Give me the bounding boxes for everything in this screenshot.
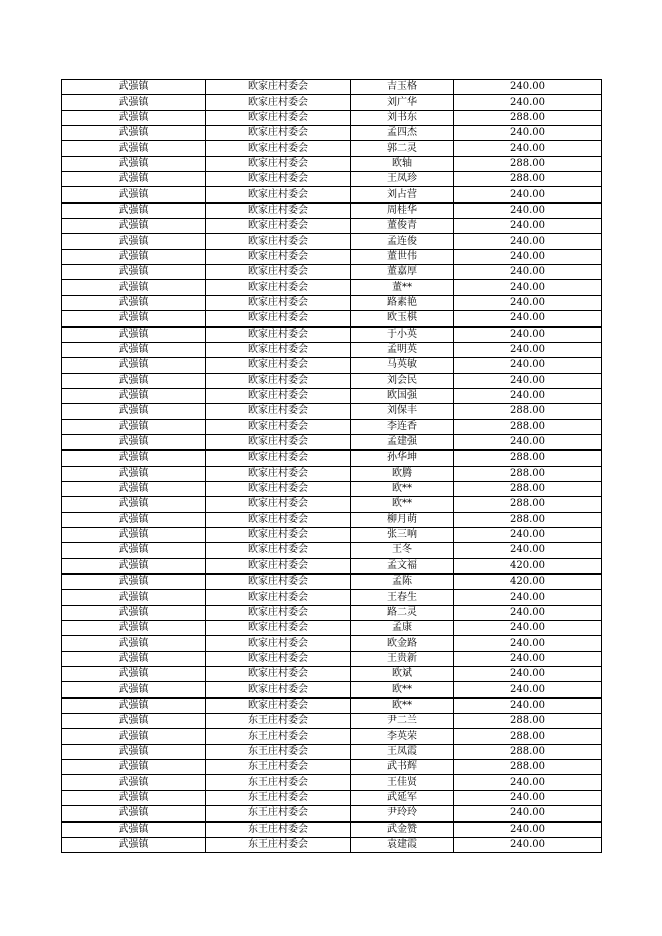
table-row [62, 590, 602, 605]
table-row [62, 187, 602, 203]
town-cell: 武强镇 [62, 156, 206, 171]
person-name-cell: 孟文福 [351, 558, 454, 574]
village-committee-cell: 欧家庄村委会 [206, 80, 351, 95]
person-name-cell: 孙华坤 [351, 450, 454, 466]
amount-cell: 288.00 [454, 760, 602, 775]
village-committee-cell: 欧家庄村委会 [206, 172, 351, 187]
village-committee-cell: 欧家庄村委会 [206, 466, 351, 481]
town-cell: 武强镇 [62, 698, 206, 714]
person-name-cell: 刘保丰 [351, 404, 454, 419]
town-cell: 武强镇 [62, 714, 206, 729]
town-cell: 武强镇 [62, 466, 206, 481]
town-cell: 武强镇 [62, 80, 206, 95]
village-committee-cell: 欧家庄村委会 [206, 187, 351, 203]
table-row [62, 775, 602, 790]
table-row [62, 358, 602, 373]
amount-cell: 288.00 [454, 512, 602, 527]
amount-cell: 240.00 [454, 265, 602, 280]
amount-cell: 240.00 [454, 605, 602, 620]
village-committee-cell: 欧家庄村委会 [206, 667, 351, 682]
person-name-cell: 尹二兰 [351, 714, 454, 729]
village-committee-cell: 欧家庄村委会 [206, 527, 351, 542]
table-row [62, 744, 602, 759]
table-row [62, 373, 602, 388]
amount-cell: 240.00 [454, 126, 602, 141]
person-name-cell: 尹玲玲 [351, 806, 454, 822]
table-row [62, 419, 602, 434]
amount-cell: 240.00 [454, 667, 602, 682]
town-cell: 武强镇 [62, 358, 206, 373]
village-committee-cell: 欧家庄村委会 [206, 342, 351, 357]
person-name-cell: 路素艳 [351, 295, 454, 310]
town-cell: 武强镇 [62, 621, 206, 636]
amount-cell: 288.00 [454, 466, 602, 481]
subsidy-table-body [62, 80, 602, 853]
village-committee-cell: 欧家庄村委会 [206, 434, 351, 450]
town-cell: 武强镇 [62, 249, 206, 264]
person-name-cell: 柳月萌 [351, 512, 454, 527]
town-cell: 武强镇 [62, 373, 206, 388]
village-committee-cell: 欧家庄村委会 [206, 249, 351, 264]
amount-cell: 240.00 [454, 280, 602, 295]
town-cell: 武强镇 [62, 497, 206, 512]
village-committee-cell: 欧家庄村委会 [206, 651, 351, 666]
village-committee-cell: 欧家庄村委会 [206, 373, 351, 388]
table-row [62, 543, 602, 558]
person-name-cell: 欧** [351, 497, 454, 512]
village-committee-cell: 欧家庄村委会 [206, 126, 351, 141]
town-cell: 武强镇 [62, 342, 206, 357]
town-cell: 武强镇 [62, 667, 206, 682]
person-name-cell: 刘占营 [351, 187, 454, 203]
amount-cell: 240.00 [454, 219, 602, 234]
amount-cell: 240.00 [454, 95, 602, 110]
person-name-cell: 路二灵 [351, 605, 454, 620]
person-name-cell: 欧玉棋 [351, 311, 454, 327]
person-name-cell: 欧轴 [351, 156, 454, 171]
person-name-cell: 武延军 [351, 790, 454, 805]
amount-cell: 288.00 [454, 450, 602, 466]
village-committee-cell: 欧家庄村委会 [206, 156, 351, 171]
person-name-cell: 王春生 [351, 590, 454, 605]
amount-cell: 240.00 [454, 636, 602, 651]
person-name-cell: 于小英 [351, 327, 454, 343]
town-cell: 武强镇 [62, 837, 206, 852]
person-name-cell: 孟康 [351, 621, 454, 636]
person-name-cell: 欧腾 [351, 466, 454, 481]
village-committee-cell: 欧家庄村委会 [206, 358, 351, 373]
person-name-cell: 刘广华 [351, 95, 454, 110]
village-committee-cell: 欧家庄村委会 [206, 621, 351, 636]
amount-cell: 240.00 [454, 373, 602, 388]
table-row [62, 636, 602, 651]
amount-cell: 240.00 [454, 358, 602, 373]
amount-cell: 240.00 [454, 295, 602, 310]
amount-cell: 240.00 [454, 682, 602, 698]
person-name-cell: 孟四杰 [351, 126, 454, 141]
town-cell: 武强镇 [62, 95, 206, 110]
village-committee-cell: 欧家庄村委会 [206, 698, 351, 714]
town-cell: 武强镇 [62, 295, 206, 310]
person-name-cell: 郭二灵 [351, 141, 454, 156]
town-cell: 武强镇 [62, 822, 206, 838]
amount-cell: 240.00 [454, 249, 602, 264]
amount-cell: 288.00 [454, 744, 602, 759]
person-name-cell: 武书辉 [351, 760, 454, 775]
table-row [62, 95, 602, 110]
village-committee-cell: 东王庄村委会 [206, 744, 351, 759]
village-committee-cell: 欧家庄村委会 [206, 404, 351, 419]
town-cell: 武强镇 [62, 543, 206, 558]
amount-cell: 288.00 [454, 714, 602, 729]
table-row [62, 682, 602, 698]
table-row [62, 126, 602, 141]
table-row [62, 790, 602, 805]
village-committee-cell: 欧家庄村委会 [206, 590, 351, 605]
table-row [62, 311, 602, 327]
town-cell: 武强镇 [62, 327, 206, 343]
town-cell: 武强镇 [62, 126, 206, 141]
village-committee-cell: 东王庄村委会 [206, 775, 351, 790]
village-committee-cell: 欧家庄村委会 [206, 512, 351, 527]
town-cell: 武强镇 [62, 605, 206, 620]
amount-cell: 240.00 [454, 590, 602, 605]
table-row [62, 837, 602, 852]
person-name-cell: 王贵新 [351, 651, 454, 666]
village-committee-cell: 东王庄村委会 [206, 714, 351, 729]
town-cell: 武强镇 [62, 760, 206, 775]
village-committee-cell: 东王庄村委会 [206, 806, 351, 822]
amount-cell: 288.00 [454, 497, 602, 512]
person-name-cell: 孟陈 [351, 574, 454, 590]
amount-cell: 240.00 [454, 790, 602, 805]
village-committee-cell: 欧家庄村委会 [206, 497, 351, 512]
town-cell: 武强镇 [62, 590, 206, 605]
village-committee-cell: 欧家庄村委会 [206, 234, 351, 249]
town-cell: 武强镇 [62, 574, 206, 590]
table-row [62, 80, 602, 95]
amount-cell: 288.00 [454, 110, 602, 125]
amount-cell: 240.00 [454, 822, 602, 838]
town-cell: 武强镇 [62, 450, 206, 466]
person-name-cell: 董嘉厚 [351, 265, 454, 280]
table-row [62, 621, 602, 636]
subsidy-table [61, 79, 602, 853]
table-row [62, 667, 602, 682]
village-committee-cell: 东王庄村委会 [206, 729, 351, 744]
town-cell: 武强镇 [62, 434, 206, 450]
village-committee-cell: 欧家庄村委会 [206, 574, 351, 590]
person-name-cell: 孟连俊 [351, 234, 454, 249]
amount-cell: 240.00 [454, 806, 602, 822]
town-cell: 武强镇 [62, 790, 206, 805]
person-name-cell: 刘书东 [351, 110, 454, 125]
table-row [62, 574, 602, 590]
table-row [62, 527, 602, 542]
amount-cell: 240.00 [454, 342, 602, 357]
person-name-cell: 董** [351, 280, 454, 295]
table-row [62, 822, 602, 838]
table-row [62, 450, 602, 466]
village-committee-cell: 欧家庄村委会 [206, 311, 351, 327]
person-name-cell: 王佳贤 [351, 775, 454, 790]
amount-cell: 288.00 [454, 729, 602, 744]
town-cell: 武强镇 [62, 419, 206, 434]
amount-cell: 240.00 [454, 141, 602, 156]
person-name-cell: 李英荣 [351, 729, 454, 744]
table-row [62, 388, 602, 403]
amount-cell: 240.00 [454, 80, 602, 95]
village-committee-cell: 欧家庄村委会 [206, 141, 351, 156]
person-name-cell: 王冬 [351, 543, 454, 558]
amount-cell: 240.00 [454, 234, 602, 249]
table-row [62, 265, 602, 280]
village-committee-cell: 欧家庄村委会 [206, 110, 351, 125]
town-cell: 武强镇 [62, 234, 206, 249]
amount-cell: 240.00 [454, 698, 602, 714]
table-row [62, 141, 602, 156]
town-cell: 武强镇 [62, 404, 206, 419]
amount-cell: 420.00 [454, 558, 602, 574]
town-cell: 武强镇 [62, 110, 206, 125]
table-row [62, 280, 602, 295]
table-row [62, 249, 602, 264]
village-committee-cell: 欧家庄村委会 [206, 327, 351, 343]
amount-cell: 240.00 [454, 651, 602, 666]
amount-cell: 288.00 [454, 156, 602, 171]
amount-cell: 240.00 [454, 434, 602, 450]
village-committee-cell: 欧家庄村委会 [206, 682, 351, 698]
person-name-cell: 吉玉格 [351, 80, 454, 95]
person-name-cell: 欧斌 [351, 667, 454, 682]
village-committee-cell: 欧家庄村委会 [206, 388, 351, 403]
table-row [62, 497, 602, 512]
amount-cell: 240.00 [454, 388, 602, 403]
town-cell: 武强镇 [62, 558, 206, 574]
village-committee-cell: 欧家庄村委会 [206, 219, 351, 234]
town-cell: 武强镇 [62, 265, 206, 280]
amount-cell: 240.00 [454, 543, 602, 558]
table-row [62, 327, 602, 343]
village-committee-cell: 欧家庄村委会 [206, 265, 351, 280]
table-row [62, 295, 602, 310]
person-name-cell: 孟明英 [351, 342, 454, 357]
village-committee-cell: 东王庄村委会 [206, 837, 351, 852]
table-row [62, 481, 602, 496]
amount-cell: 240.00 [454, 775, 602, 790]
amount-cell: 240.00 [454, 527, 602, 542]
table-row [62, 203, 602, 219]
town-cell: 武强镇 [62, 636, 206, 651]
person-name-cell: 董俊青 [351, 219, 454, 234]
amount-cell: 420.00 [454, 574, 602, 590]
table-row [62, 806, 602, 822]
table-row [62, 156, 602, 171]
person-name-cell: 李连香 [351, 419, 454, 434]
town-cell: 武强镇 [62, 527, 206, 542]
table-row [62, 558, 602, 574]
amount-cell: 240.00 [454, 311, 602, 327]
amount-cell: 288.00 [454, 172, 602, 187]
table-row [62, 698, 602, 714]
village-committee-cell: 东王庄村委会 [206, 760, 351, 775]
table-row [62, 234, 602, 249]
person-name-cell: 欧国强 [351, 388, 454, 403]
person-name-cell: 武金赞 [351, 822, 454, 838]
person-name-cell: 欧** [351, 682, 454, 698]
town-cell: 武强镇 [62, 187, 206, 203]
table-row [62, 110, 602, 125]
amount-cell: 288.00 [454, 404, 602, 419]
table-row [62, 760, 602, 775]
person-name-cell: 欧** [351, 698, 454, 714]
amount-cell: 240.00 [454, 621, 602, 636]
village-committee-cell: 欧家庄村委会 [206, 419, 351, 434]
village-committee-cell: 东王庄村委会 [206, 790, 351, 805]
table-row [62, 404, 602, 419]
town-cell: 武强镇 [62, 203, 206, 219]
town-cell: 武强镇 [62, 172, 206, 187]
person-name-cell: 刘会民 [351, 373, 454, 388]
village-committee-cell: 欧家庄村委会 [206, 295, 351, 310]
town-cell: 武强镇 [62, 806, 206, 822]
village-committee-cell: 欧家庄村委会 [206, 280, 351, 295]
town-cell: 武强镇 [62, 682, 206, 698]
town-cell: 武强镇 [62, 512, 206, 527]
village-committee-cell: 欧家庄村委会 [206, 605, 351, 620]
person-name-cell: 孟建强 [351, 434, 454, 450]
table-row [62, 172, 602, 187]
town-cell: 武强镇 [62, 388, 206, 403]
town-cell: 武强镇 [62, 775, 206, 790]
village-committee-cell: 欧家庄村委会 [206, 95, 351, 110]
amount-cell: 240.00 [454, 327, 602, 343]
village-committee-cell: 欧家庄村委会 [206, 543, 351, 558]
village-committee-cell: 欧家庄村委会 [206, 450, 351, 466]
town-cell: 武强镇 [62, 219, 206, 234]
amount-cell: 240.00 [454, 837, 602, 852]
table-row [62, 342, 602, 357]
table-row [62, 219, 602, 234]
table-row [62, 729, 602, 744]
town-cell: 武强镇 [62, 744, 206, 759]
amount-cell: 240.00 [454, 203, 602, 219]
town-cell: 武强镇 [62, 651, 206, 666]
person-name-cell: 马英敏 [351, 358, 454, 373]
table-row [62, 434, 602, 450]
village-committee-cell: 欧家庄村委会 [206, 558, 351, 574]
person-name-cell: 张三响 [351, 527, 454, 542]
town-cell: 武强镇 [62, 141, 206, 156]
town-cell: 武强镇 [62, 729, 206, 744]
amount-cell: 288.00 [454, 419, 602, 434]
town-cell: 武强镇 [62, 481, 206, 496]
village-committee-cell: 东王庄村委会 [206, 822, 351, 838]
table-row [62, 651, 602, 666]
amount-cell: 240.00 [454, 187, 602, 203]
table-row [62, 605, 602, 620]
person-name-cell: 袁建霞 [351, 837, 454, 852]
table-row [62, 714, 602, 729]
person-name-cell: 王凤珍 [351, 172, 454, 187]
town-cell: 武强镇 [62, 311, 206, 327]
table-row [62, 512, 602, 527]
amount-cell: 288.00 [454, 481, 602, 496]
person-name-cell: 董世伟 [351, 249, 454, 264]
village-committee-cell: 欧家庄村委会 [206, 481, 351, 496]
person-name-cell: 王凤霞 [351, 744, 454, 759]
village-committee-cell: 欧家庄村委会 [206, 203, 351, 219]
village-committee-cell: 欧家庄村委会 [206, 636, 351, 651]
person-name-cell: 周桂华 [351, 203, 454, 219]
person-name-cell: 欧金路 [351, 636, 454, 651]
person-name-cell: 欧** [351, 481, 454, 496]
table-row [62, 466, 602, 481]
town-cell: 武强镇 [62, 280, 206, 295]
